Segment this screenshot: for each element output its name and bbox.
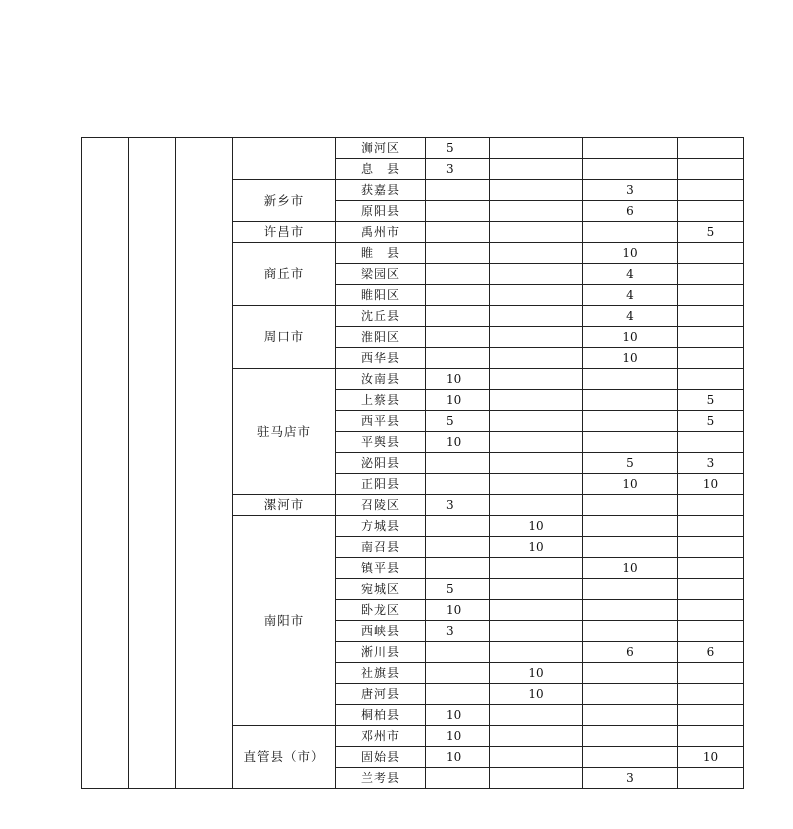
city-cell: 新乡市 bbox=[233, 180, 336, 222]
county-cell: 淅川县 bbox=[336, 642, 426, 663]
city-cell: 南阳市 bbox=[233, 516, 336, 726]
value-cell-d bbox=[678, 264, 744, 285]
county-cell: 固始县 bbox=[336, 747, 426, 768]
value-cell-c bbox=[583, 138, 678, 159]
value-cell-c: 10 bbox=[583, 348, 678, 369]
county-cell: 方城县 bbox=[336, 516, 426, 537]
value-cell-d: 3 bbox=[678, 453, 744, 474]
value-cell-a bbox=[426, 180, 490, 201]
value-cell-d bbox=[678, 705, 744, 726]
value-cell-b bbox=[490, 621, 583, 642]
value-cell-c bbox=[583, 705, 678, 726]
value-cell-a: 10 bbox=[426, 600, 490, 621]
value-cell-c bbox=[583, 369, 678, 390]
left-merged-column-1 bbox=[82, 138, 129, 789]
city-cell: 驻马店市 bbox=[233, 369, 336, 495]
value-cell-b bbox=[490, 474, 583, 495]
value-cell-a: 5 bbox=[426, 411, 490, 432]
value-cell-d: 5 bbox=[678, 411, 744, 432]
value-cell-d: 10 bbox=[678, 747, 744, 768]
value-cell-b bbox=[490, 285, 583, 306]
value-cell-a: 5 bbox=[426, 579, 490, 600]
value-cell-a: 10 bbox=[426, 726, 490, 747]
value-cell-a bbox=[426, 474, 490, 495]
value-cell-d bbox=[678, 516, 744, 537]
value-cell-c: 5 bbox=[583, 453, 678, 474]
value-cell-d bbox=[678, 663, 744, 684]
county-cell: 西平县 bbox=[336, 411, 426, 432]
value-cell-b: 10 bbox=[490, 537, 583, 558]
value-cell-b bbox=[490, 222, 583, 243]
value-cell-c: 10 bbox=[583, 243, 678, 264]
value-cell-b bbox=[490, 369, 583, 390]
city-cell: 商丘市 bbox=[233, 243, 336, 306]
county-cell: 邓州市 bbox=[336, 726, 426, 747]
value-cell-d: 10 bbox=[678, 474, 744, 495]
value-cell-d: 5 bbox=[678, 222, 744, 243]
value-cell-c bbox=[583, 222, 678, 243]
county-cell: 睢阳区 bbox=[336, 285, 426, 306]
value-cell-d bbox=[678, 621, 744, 642]
value-cell-a: 3 bbox=[426, 159, 490, 180]
value-cell-a bbox=[426, 348, 490, 369]
value-cell-d bbox=[678, 726, 744, 747]
value-cell-a: 5 bbox=[426, 138, 490, 159]
value-cell-a bbox=[426, 642, 490, 663]
value-cell-b bbox=[490, 390, 583, 411]
value-cell-c: 6 bbox=[583, 201, 678, 222]
value-cell-d bbox=[678, 579, 744, 600]
value-cell-c bbox=[583, 537, 678, 558]
value-cell-b bbox=[490, 495, 583, 516]
value-cell-b bbox=[490, 306, 583, 327]
county-cell: 梁园区 bbox=[336, 264, 426, 285]
value-cell-b bbox=[490, 432, 583, 453]
value-cell-b bbox=[490, 579, 583, 600]
value-cell-d bbox=[678, 369, 744, 390]
county-cell: 睢 县 bbox=[336, 243, 426, 264]
value-cell-b bbox=[490, 768, 583, 789]
county-cell: 浉河区 bbox=[336, 138, 426, 159]
value-cell-c bbox=[583, 432, 678, 453]
county-cell: 息 县 bbox=[336, 159, 426, 180]
value-cell-c bbox=[583, 495, 678, 516]
value-cell-b bbox=[490, 411, 583, 432]
value-cell-d: 6 bbox=[678, 642, 744, 663]
value-cell-c bbox=[583, 390, 678, 411]
county-cell: 西峡县 bbox=[336, 621, 426, 642]
value-cell-d bbox=[678, 306, 744, 327]
left-merged-column-3 bbox=[176, 138, 233, 789]
county-cell: 原阳县 bbox=[336, 201, 426, 222]
value-cell-a bbox=[426, 201, 490, 222]
value-cell-b bbox=[490, 348, 583, 369]
county-cell: 镇平县 bbox=[336, 558, 426, 579]
value-cell-c bbox=[583, 684, 678, 705]
value-cell-b bbox=[490, 243, 583, 264]
county-cell: 淮阳区 bbox=[336, 327, 426, 348]
value-cell-b bbox=[490, 705, 583, 726]
value-cell-a bbox=[426, 285, 490, 306]
value-cell-a: 10 bbox=[426, 432, 490, 453]
county-cell: 南召县 bbox=[336, 537, 426, 558]
value-cell-d bbox=[678, 432, 744, 453]
value-cell-c: 4 bbox=[583, 306, 678, 327]
value-cell-c: 3 bbox=[583, 768, 678, 789]
value-cell-b bbox=[490, 201, 583, 222]
value-cell-b bbox=[490, 453, 583, 474]
county-cell: 宛城区 bbox=[336, 579, 426, 600]
value-cell-a bbox=[426, 264, 490, 285]
value-cell-c: 4 bbox=[583, 264, 678, 285]
value-cell-d bbox=[678, 348, 744, 369]
value-cell-b bbox=[490, 747, 583, 768]
value-cell-a bbox=[426, 327, 490, 348]
value-cell-b bbox=[490, 558, 583, 579]
value-cell-d bbox=[678, 201, 744, 222]
value-cell-a bbox=[426, 663, 490, 684]
city-cell bbox=[233, 138, 336, 180]
county-cell: 召陵区 bbox=[336, 495, 426, 516]
value-cell-c: 10 bbox=[583, 558, 678, 579]
left-merged-column-2 bbox=[129, 138, 176, 789]
value-cell-b: 10 bbox=[490, 516, 583, 537]
value-cell-c: 10 bbox=[583, 327, 678, 348]
value-cell-b bbox=[490, 159, 583, 180]
value-cell-c bbox=[583, 579, 678, 600]
value-cell-c bbox=[583, 411, 678, 432]
value-cell-a: 3 bbox=[426, 495, 490, 516]
county-cell: 卧龙区 bbox=[336, 600, 426, 621]
value-cell-a: 3 bbox=[426, 621, 490, 642]
county-cell: 兰考县 bbox=[336, 768, 426, 789]
value-cell-a bbox=[426, 306, 490, 327]
value-cell-d bbox=[678, 600, 744, 621]
value-cell-c bbox=[583, 516, 678, 537]
county-cell: 获嘉县 bbox=[336, 180, 426, 201]
table-row bbox=[82, 138, 744, 159]
value-cell-b bbox=[490, 600, 583, 621]
value-cell-c bbox=[583, 663, 678, 684]
county-cell: 西华县 bbox=[336, 348, 426, 369]
value-cell-b: 10 bbox=[490, 684, 583, 705]
value-cell-c bbox=[583, 726, 678, 747]
county-cell: 上蔡县 bbox=[336, 390, 426, 411]
city-cell: 许昌市 bbox=[233, 222, 336, 243]
value-cell-d bbox=[678, 243, 744, 264]
city-cell: 直管县（市） bbox=[233, 726, 336, 789]
value-cell-c bbox=[583, 600, 678, 621]
allocation-table bbox=[81, 137, 744, 789]
county-cell: 沈丘县 bbox=[336, 306, 426, 327]
value-cell-b bbox=[490, 138, 583, 159]
table-body bbox=[82, 138, 744, 789]
value-cell-c: 10 bbox=[583, 474, 678, 495]
value-cell-c: 3 bbox=[583, 180, 678, 201]
value-cell-a bbox=[426, 684, 490, 705]
county-cell: 禹州市 bbox=[336, 222, 426, 243]
value-cell-b bbox=[490, 264, 583, 285]
value-cell-b bbox=[490, 726, 583, 747]
county-cell: 社旗县 bbox=[336, 663, 426, 684]
value-cell-b bbox=[490, 327, 583, 348]
value-cell-b bbox=[490, 642, 583, 663]
value-cell-a bbox=[426, 243, 490, 264]
value-cell-c: 6 bbox=[583, 642, 678, 663]
value-cell-d bbox=[678, 180, 744, 201]
value-cell-d bbox=[678, 684, 744, 705]
city-cell: 漯河市 bbox=[233, 495, 336, 516]
county-cell: 唐河县 bbox=[336, 684, 426, 705]
value-cell-d bbox=[678, 159, 744, 180]
county-cell: 正阳县 bbox=[336, 474, 426, 495]
county-cell: 泌阳县 bbox=[336, 453, 426, 474]
value-cell-a bbox=[426, 768, 490, 789]
county-cell: 桐柏县 bbox=[336, 705, 426, 726]
county-cell: 平舆县 bbox=[336, 432, 426, 453]
county-cell: 汝南县 bbox=[336, 369, 426, 390]
value-cell-a: 10 bbox=[426, 705, 490, 726]
value-cell-d bbox=[678, 768, 744, 789]
value-cell-d bbox=[678, 138, 744, 159]
value-cell-c bbox=[583, 621, 678, 642]
value-cell-a: 10 bbox=[426, 390, 490, 411]
value-cell-c bbox=[583, 159, 678, 180]
value-cell-d bbox=[678, 327, 744, 348]
value-cell-a bbox=[426, 516, 490, 537]
value-cell-c: 4 bbox=[583, 285, 678, 306]
value-cell-a bbox=[426, 453, 490, 474]
value-cell-d: 5 bbox=[678, 390, 744, 411]
value-cell-d bbox=[678, 495, 744, 516]
value-cell-a: 10 bbox=[426, 369, 490, 390]
value-cell-d bbox=[678, 285, 744, 306]
value-cell-a bbox=[426, 222, 490, 243]
value-cell-a bbox=[426, 537, 490, 558]
value-cell-c bbox=[583, 747, 678, 768]
value-cell-b: 10 bbox=[490, 663, 583, 684]
value-cell-d bbox=[678, 558, 744, 579]
value-cell-d bbox=[678, 537, 744, 558]
value-cell-b bbox=[490, 180, 583, 201]
value-cell-a: 10 bbox=[426, 747, 490, 768]
city-cell: 周口市 bbox=[233, 306, 336, 369]
value-cell-a bbox=[426, 558, 490, 579]
